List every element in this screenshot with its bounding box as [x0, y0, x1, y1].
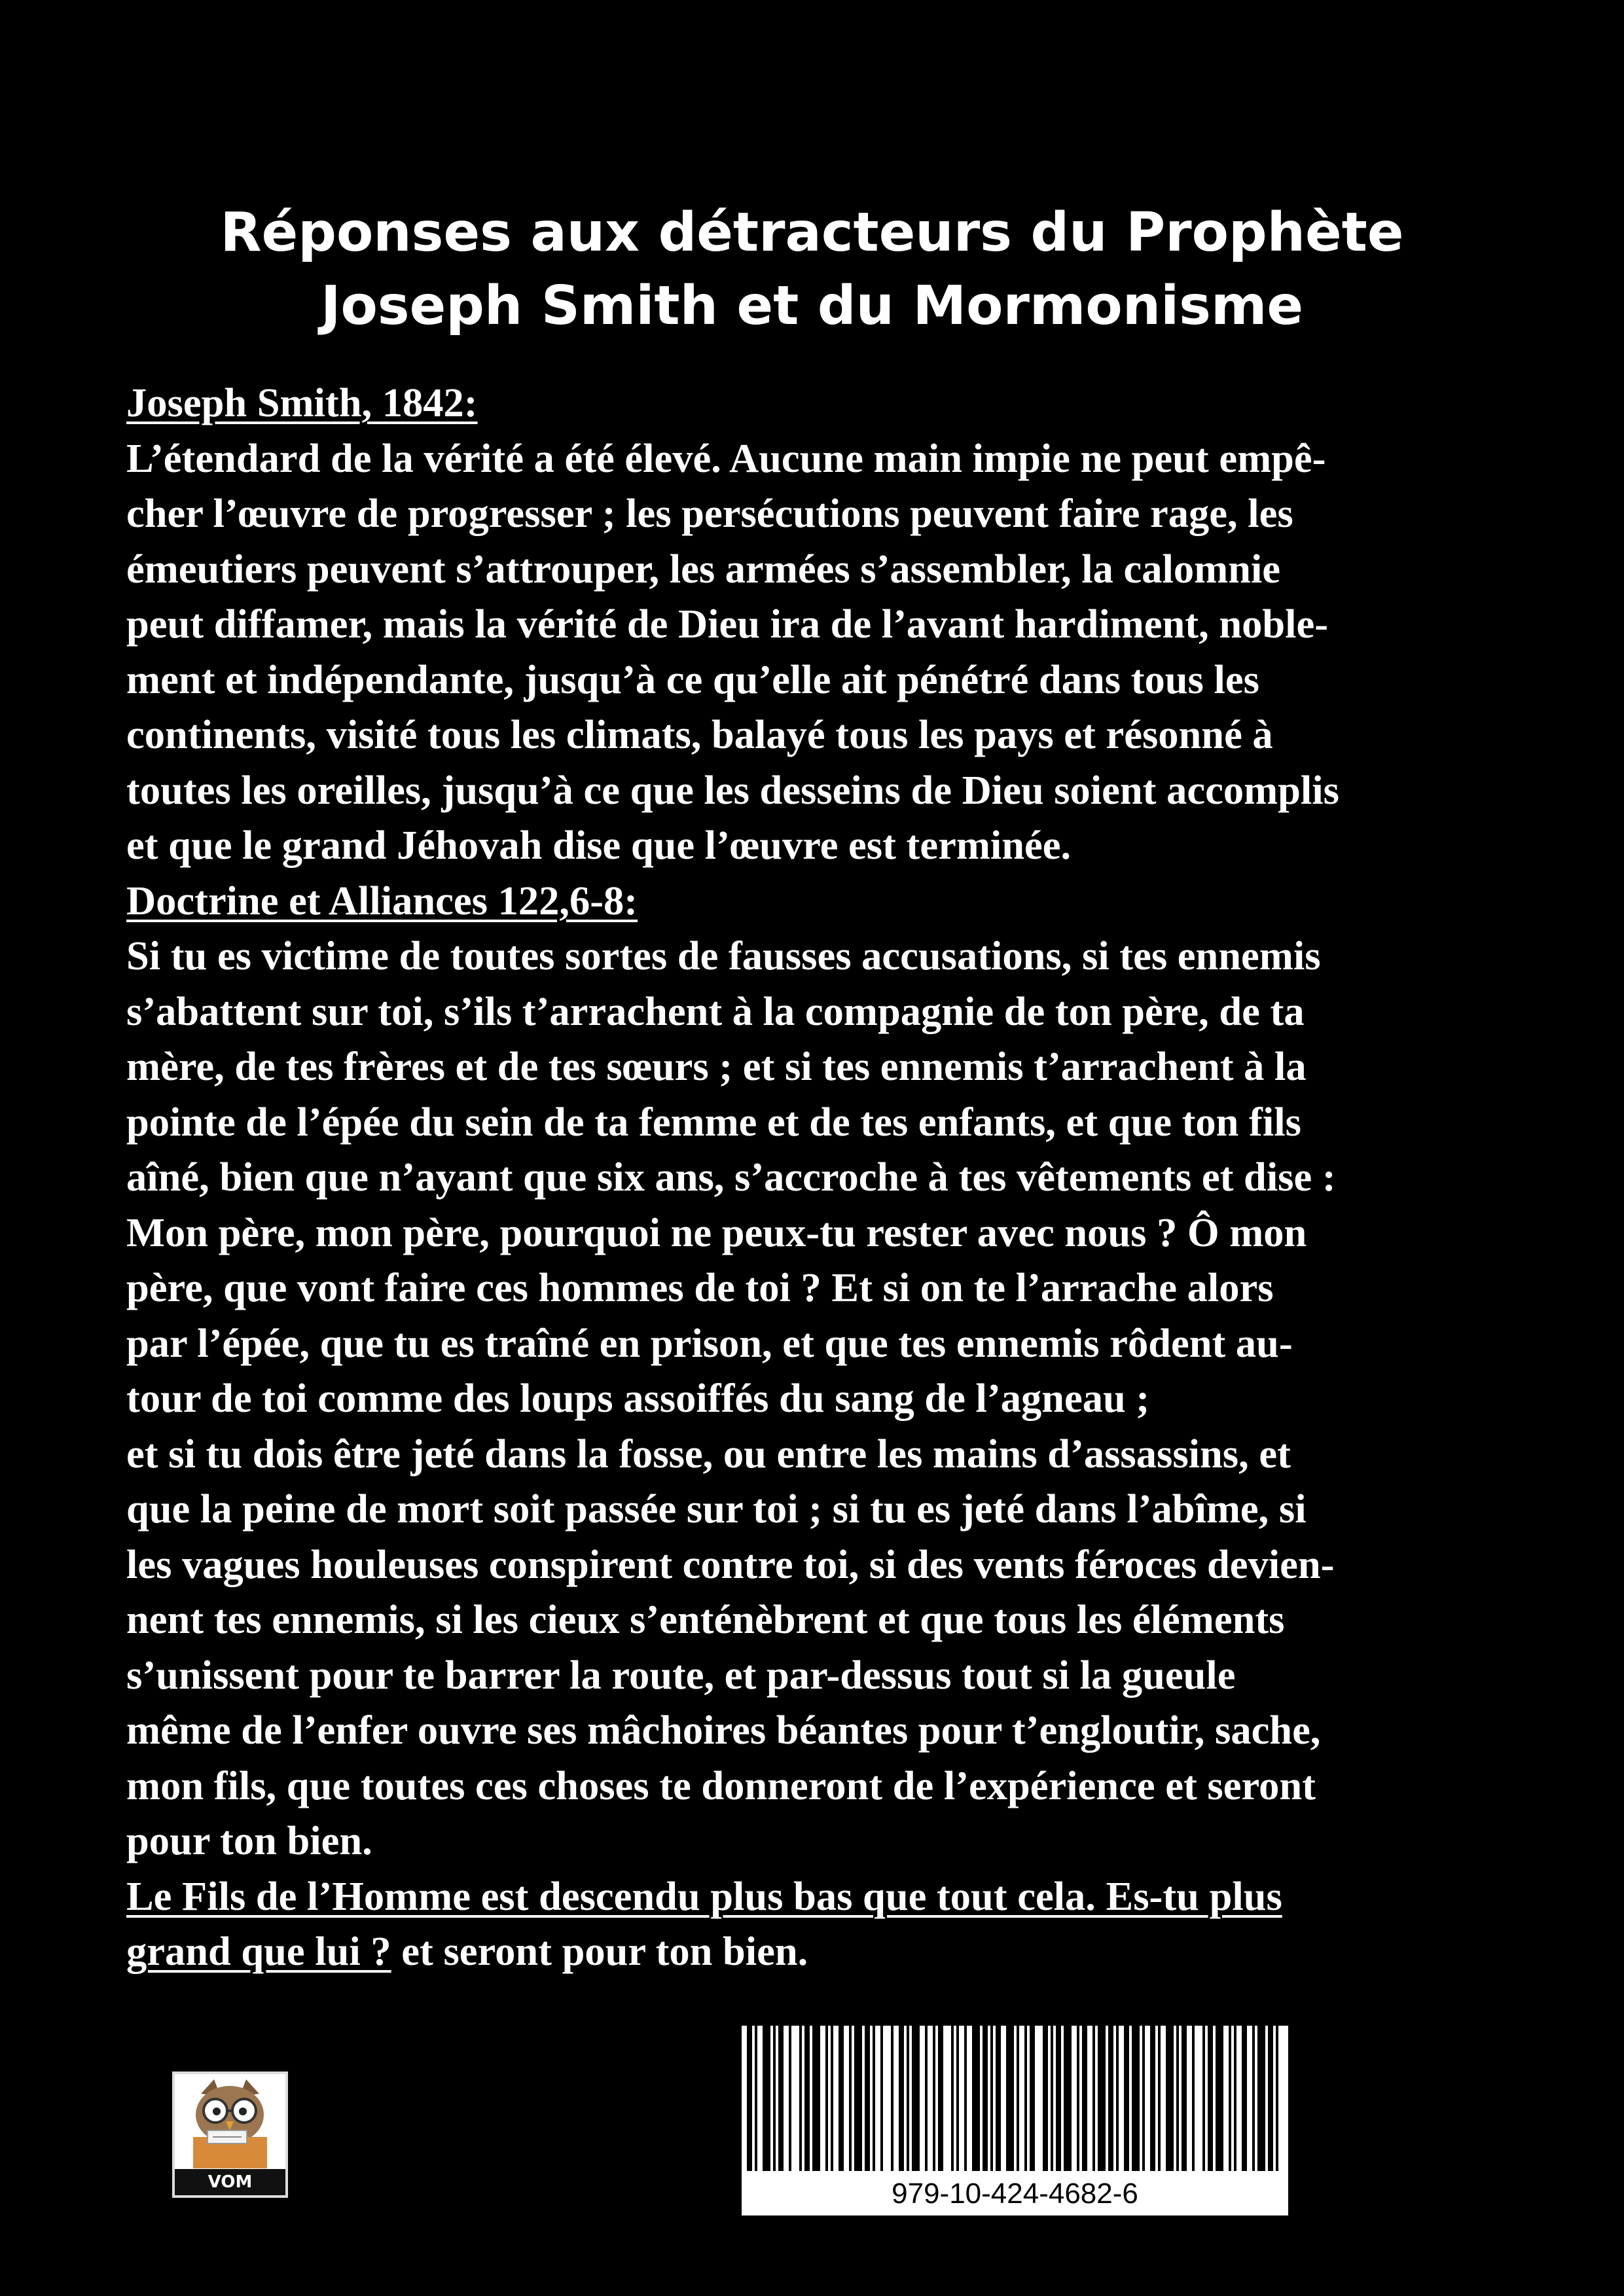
- barcode-bar: [899, 2026, 904, 2171]
- barcode-bar: [1056, 2026, 1061, 2171]
- barcode-bar: [1234, 2026, 1236, 2171]
- barcode-bar: [831, 2026, 833, 2171]
- barcode-bar: [1024, 2026, 1027, 2171]
- barcode-bar: [1252, 2026, 1255, 2171]
- barcode-bar: [1182, 2026, 1187, 2171]
- barcode-bar: [812, 2026, 820, 2171]
- quote-line: tour de toi comme des loups assoiffés du sang de l’agneau ;: [126, 1375, 1150, 1421]
- quote-heading-joseph-smith: Joseph Smith, 1842:: [126, 380, 478, 425]
- book-title-line-1: Réponses aux détracteurs du Prophète: [220, 202, 1404, 264]
- barcode-bar: [799, 2026, 802, 2171]
- barcode-bar: [1132, 2026, 1140, 2171]
- quote-line: que la peine de mort soit passée sur toi ; si tu es jeté dans l’abîme, si: [126, 1486, 1307, 1532]
- barcode-bar: [912, 2026, 920, 2171]
- quote-line: et si tu dois être jeté dans la fosse, ou entre les mains d’assassins, et: [126, 1430, 1291, 1477]
- barcode-bar: [804, 2026, 810, 2171]
- barcode-bar: [1150, 2026, 1155, 2171]
- barcode-bar: [951, 2026, 954, 2171]
- quote-line: pour ton bien.: [126, 1818, 372, 1863]
- barcode-bar: [880, 2026, 883, 2171]
- barcode-bar: [1268, 2026, 1273, 2171]
- quote-line: aîné, bien que n’ayant que six ans, s’accroche à tes vêtements et dise :: [126, 1154, 1336, 1200]
- barcode-bar: [763, 2026, 770, 2171]
- barcode-bar: [773, 2026, 776, 2171]
- barcode-bar: [990, 2026, 993, 2171]
- barcode-bar: [964, 2026, 967, 2171]
- quote-line: père, que vont faire ces hommes de toi ? Et si on te l’arrache alors: [126, 1265, 1274, 1310]
- barcode-bar: [1176, 2026, 1179, 2171]
- barcode-bar: [1142, 2026, 1145, 2171]
- barcode-bar: [983, 2026, 988, 2171]
- closing-line-2-rest: et seront pour ton bien.: [391, 1928, 808, 1974]
- publisher-logo: [172, 2072, 288, 2198]
- barcode-bar: [1006, 2026, 1014, 2171]
- quote-line: nent tes ennemis, si les cieux s’enténèbrent et que tous les éléments: [126, 1596, 1285, 1642]
- quote-line: s’unissent pour te barrer la route, et par-dessus tout si la gueule: [126, 1651, 1236, 1698]
- closing-line-2-underlined: grand que lui ?: [126, 1928, 391, 1974]
- quote-line: s’abattent sur toi, s’ils t’arrachent à la compagnie de ton père, de ta: [126, 988, 1305, 1034]
- quote-line: peut diffamer, mais la vérité de Dieu ira de l’avant hardiment, noble-: [126, 601, 1329, 647]
- barcode-bar: [907, 2026, 909, 2171]
- barcode-bar: [778, 2026, 784, 2171]
- barcode-bar: [1229, 2026, 1231, 2171]
- quote-line: les vagues houleuses conspirent contre toi, si des vents féroces devien-: [126, 1541, 1335, 1587]
- barcode-bar: [747, 2026, 752, 2171]
- barcode-bar: [1017, 2026, 1019, 2171]
- barcode-bar: [1116, 2026, 1119, 2171]
- book-title-line-2: Joseph Smith et du Mormonisme: [320, 275, 1304, 337]
- quote-line: même de l’enfer ouvre ses mâchoires béantes pour t’engloutir, sache,: [126, 1707, 1321, 1753]
- quote-line: Si tu es victime de toutes sortes de fausses accusations, si tes ennemis: [126, 933, 1321, 978]
- barcode-bar: [996, 2026, 1001, 2171]
- quote-line: L’étendard de la vérité a été élevé. Aucune main impie ne peut empê-: [126, 435, 1326, 481]
- barcode-bar: [839, 2026, 844, 2171]
- barcode-bar: [1276, 2026, 1278, 2171]
- quote-line: Mon père, mon père, pourquoi ne peux-tu rester avec nous ? Ô mon: [126, 1209, 1307, 1255]
- barcode-bar: [755, 2026, 757, 2171]
- barcode-bar: [1082, 2026, 1087, 2171]
- barcode-bar: [1051, 2026, 1053, 2171]
- barcode-bar: [1064, 2026, 1072, 2171]
- barcode-bar: [925, 2026, 928, 2171]
- cover-text: [126, 375, 1488, 1979]
- quote-line: émeutiers peuvent s’attrouper, les armées s’assembler, la calomnie: [126, 545, 1281, 592]
- barcode-bar: [825, 2026, 828, 2171]
- barcode-bar: [1158, 2026, 1161, 2171]
- quote-line: par l’épée, que tu es traîné en prison, et que tes ennemis rôdent au-: [126, 1319, 1293, 1366]
- barcode-bar: [789, 2026, 791, 2171]
- quote-line: cher l’œuvre de progresser ; les persécutions peuvent faire rage, les: [126, 490, 1293, 536]
- barcode-bar: [849, 2026, 852, 2171]
- barcode-bar: [1166, 2026, 1174, 2171]
- barcode-bar: [1108, 2026, 1113, 2171]
- closing-line-2: [126, 1924, 1488, 1979]
- quote-line: continents, visité tous les climats, balayé tous les pays et résonné à: [126, 711, 1273, 757]
- barcode-bar: [1202, 2026, 1205, 2171]
- barcode-bar: [891, 2026, 893, 2171]
- quote-line: et que le grand Jéhovah dise que l’œuvre est terminée.: [126, 822, 1072, 868]
- closing-line-1: Le Fils de l’Homme est descendu plus bas que tout cela. Es-tu plus: [126, 1873, 1282, 1919]
- barcode-bar: [1216, 2026, 1223, 2171]
- barcode-bar: [1098, 2026, 1106, 2171]
- barcode-bar: [865, 2026, 870, 2171]
- owl-mascot-icon: [175, 2074, 285, 2169]
- barcode-bar: [1192, 2026, 1195, 2171]
- barcode-bar: [1077, 2026, 1079, 2171]
- barcode-bar: [1208, 2026, 1213, 2171]
- isbn-number: 979-10-424-4682-6: [892, 2178, 1138, 2210]
- barcode-bar: [933, 2026, 935, 2171]
- barcode-bar: [1242, 2026, 1247, 2171]
- quote-heading-doctrine-alliances: Doctrine et Alliances 122,6-8:: [126, 877, 638, 924]
- barcode-bar: [854, 2026, 862, 2171]
- isbn-barcode: [742, 2026, 1288, 2215]
- quote-line: mon fils, que toutes ces choses te donneront de l’expérience et seront: [126, 1762, 1316, 1808]
- quote-line: mère, de tes frères et de tes sœurs ; et si tes ennemis t’arrachent à la: [126, 1043, 1307, 1089]
- barcode-bar: [972, 2026, 980, 2171]
- barcode-bar: [1124, 2026, 1129, 2171]
- barcode-bar: [873, 2026, 875, 2171]
- barcode-bar: [1030, 2026, 1035, 2171]
- barcode-bar: [1092, 2026, 1095, 2171]
- book-title: [0, 196, 1624, 343]
- barcode-bars: [747, 2026, 1283, 2171]
- barcode-bar: [1043, 2026, 1048, 2171]
- publisher-logo-label: VOM: [175, 2169, 285, 2195]
- quote-line: ment et indépendante, jusqu’à ce qu’elle ait pénétré dans tous les: [126, 656, 1259, 702]
- barcode-bar: [956, 2026, 959, 2171]
- quote-line: toutes les oreilles, jusqu’à ce que les desseins de Dieu soient accomplis: [126, 766, 1339, 813]
- barcode-bar: [1257, 2026, 1265, 2171]
- quote-line: pointe de l’épée du sein de ta femme et de tes enfants, et que ton fils: [126, 1098, 1301, 1145]
- barcode-bar: [938, 2026, 943, 2171]
